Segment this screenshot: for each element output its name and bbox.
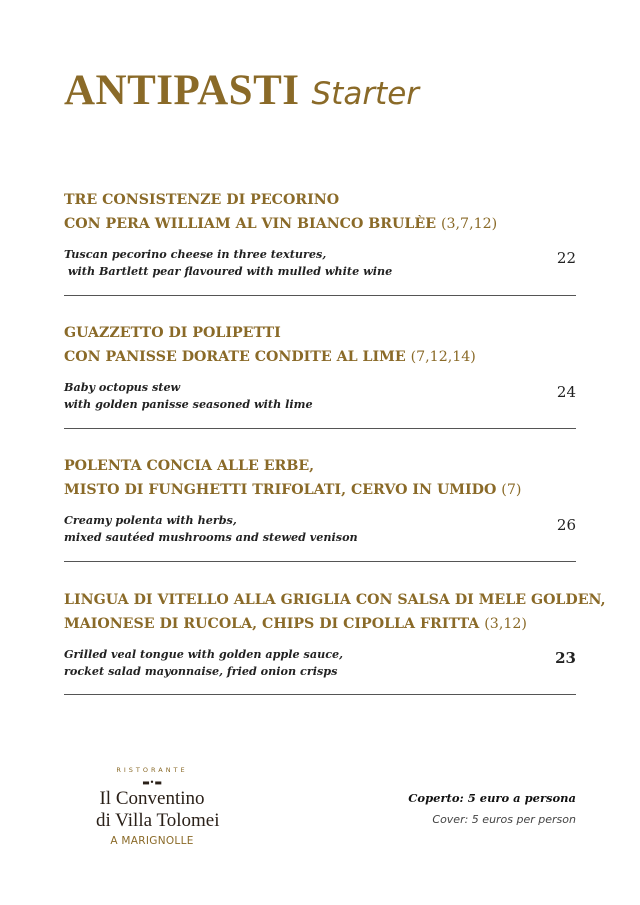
ornament-icon: ▬•▬: [142, 778, 162, 787]
cover-charge: [408, 787, 576, 831]
restaurant-logo: [96, 766, 220, 847]
divider: [64, 428, 576, 429]
logo-top: RISTORANTE: [116, 766, 188, 774]
section-title: [64, 66, 419, 115]
dish-item: [64, 454, 576, 546]
dish-description: Grilled veal tongue with golden apple sauce, rocket salad mayonnaise, fried onion crisps: [64, 647, 344, 678]
divider: [64, 295, 576, 296]
dish-description: Tuscan pecorino cheese in three textures, with Bartlett pear flavoured with mulled white wine: [64, 247, 393, 278]
cover-italian: Coperto: 5 euro a persona: [408, 791, 576, 805]
allergens: (7): [501, 482, 522, 498]
dish-description: Creamy polenta with herbs, mixed sautéed mushrooms and stewed venison: [64, 513, 358, 544]
dish-name: GUAZZETTO DI POLIPETTI CON PANISSE DORATE CONDITE AL LIME (7,12,14): [64, 325, 476, 365]
dish-name: TRE CONSISTENZE DI PECORINO CON PERA WILLIAM AL VIN BIANCO BRULÈE (3,7,12): [64, 192, 498, 232]
dish-price: 24: [556, 383, 576, 401]
dish-price: 26: [556, 516, 576, 534]
allergens: (7,12,14): [410, 349, 476, 365]
dish-item: [64, 588, 606, 680]
title-italian: ANTIPASTI: [64, 67, 300, 114]
dish-price: 23: [555, 649, 576, 667]
divider: [64, 561, 576, 562]
dish-name: LINGUA DI VITELLO ALLA GRIGLIA CON SALSA DI MELE GOLDEN, MAIONESE DI RUCOLA, CHIPS DI CIPOLLA FRITTA (3,12): [64, 592, 606, 632]
logo-line3: A MARIGNOLLE: [110, 835, 194, 847]
divider: [64, 694, 576, 695]
logo-line1: Il Conventino: [99, 788, 205, 809]
dish-description: Baby octopus stew with golden panisse seasoned with lime: [64, 380, 313, 411]
dish-name: POLENTA CONCIA ALLE ERBE, MISTO DI FUNGHETTI TRIFOLATI, CERVO IN UMIDO (7): [64, 458, 522, 498]
allergens: (3,12): [484, 616, 527, 632]
allergens: (3,7,12): [440, 216, 498, 232]
title-english: Starter: [311, 76, 420, 112]
dish-item: [64, 188, 576, 280]
dish-item: [64, 321, 576, 413]
cover-english: Cover: 5 euros per person: [432, 813, 576, 826]
dish-price: 22: [556, 249, 576, 267]
logo-line2: di Villa Tolomei: [96, 810, 220, 831]
